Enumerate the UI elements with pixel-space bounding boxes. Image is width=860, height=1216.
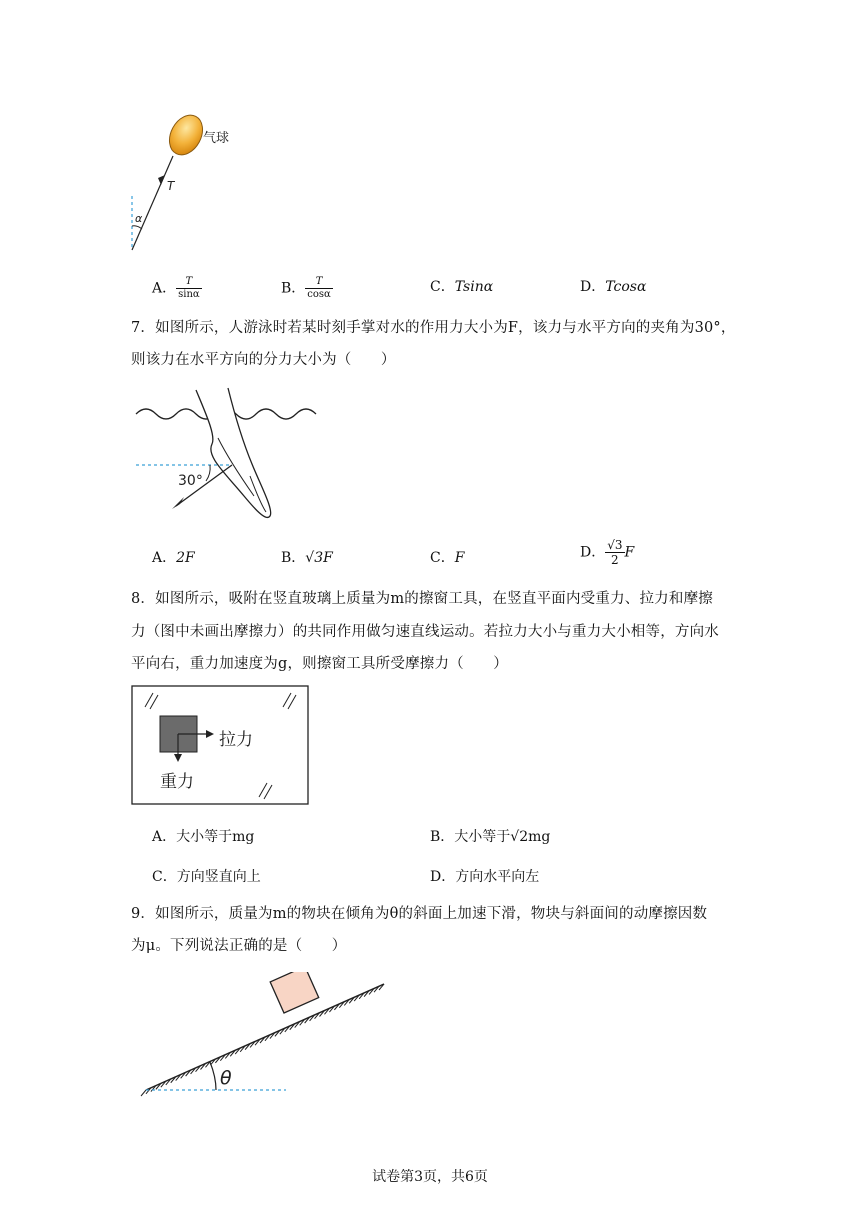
q6-option-c: C．Tsinα bbox=[430, 279, 494, 295]
angle-arc bbox=[132, 226, 142, 229]
incline-block bbox=[270, 972, 319, 1013]
tension-label: T bbox=[167, 179, 175, 193]
q6-option-d: D．Tcosα bbox=[580, 279, 647, 295]
q9-stem-line1: 9．如图所示，质量为m的物块在倾角为θ的斜面上加速下滑，物块与斜面间的动摩擦因数 bbox=[131, 906, 708, 922]
angle-30-label: 30° bbox=[178, 473, 203, 489]
q6-option-a: A． $\frac{T}{\sin\alpha}$ bbox=[152, 276, 200, 300]
q8-stem-line3: 平向右，重力加速度为g，则擦窗工具所受摩擦力（ ） bbox=[131, 656, 508, 672]
q8-option-a: A．大小等于mg bbox=[152, 829, 255, 845]
pull-force-label: 拉力 bbox=[219, 730, 253, 750]
q9-stem-line2: 为μ。下列说法正确的是（ ） bbox=[131, 938, 347, 954]
gravity-label: 重力 bbox=[160, 772, 194, 792]
page-footer: 试卷第3页，共6页 bbox=[372, 1169, 488, 1185]
q7-stem-line2: 则该力在水平方向的分力大小为（ ） bbox=[131, 352, 396, 368]
rope-line bbox=[132, 156, 173, 250]
theta-arc bbox=[210, 1062, 216, 1090]
hatch-mark bbox=[141, 1090, 146, 1096]
window-cleaner-figure bbox=[131, 685, 311, 807]
q8-option-b: B．大小等于√2mg bbox=[430, 829, 551, 845]
alpha-label: α bbox=[135, 212, 143, 225]
q7-option-b: B．√3F bbox=[281, 550, 333, 566]
swimmer-hand-figure bbox=[132, 384, 332, 524]
q7-stem-line1: 7．如图所示，人游泳时若某时刻手掌对水的作用力大小为F，该力与水平方向的夹角为30°， bbox=[131, 320, 736, 336]
tension-arrow bbox=[158, 175, 165, 185]
arm-outline bbox=[196, 388, 271, 517]
q7-option-d: D． $\frac{√3}{2}$ F bbox=[580, 538, 635, 567]
angle-arc bbox=[206, 465, 210, 481]
q8-stem-line1: 8．如图所示，吸附在竖直玻璃上质量为m的擦窗工具，在竖直平面内受重力、拉力和摩擦 bbox=[131, 591, 713, 607]
theta-label: θ bbox=[220, 1067, 232, 1089]
q8-option-d: D．方向水平向左 bbox=[430, 869, 540, 885]
incline-figure bbox=[140, 972, 390, 1100]
balloon-label: 气球 bbox=[203, 131, 230, 146]
q7-option-c: C．F bbox=[430, 550, 465, 566]
balloon-figure bbox=[125, 108, 255, 258]
incline-hatching bbox=[141, 984, 384, 1096]
force-arrowhead bbox=[172, 497, 184, 509]
q8-option-c: C．方向竖直向上 bbox=[152, 869, 261, 885]
q6-option-b: B． $\frac{T}{\cos\alpha}$ bbox=[281, 276, 331, 300]
q8-stem-line2: 力（图中未画出摩擦力）的共同作用做匀速直线运动。若拉力大小与重力大小相等，方向水 bbox=[131, 624, 719, 640]
q7-option-a: A．2F bbox=[152, 550, 195, 566]
